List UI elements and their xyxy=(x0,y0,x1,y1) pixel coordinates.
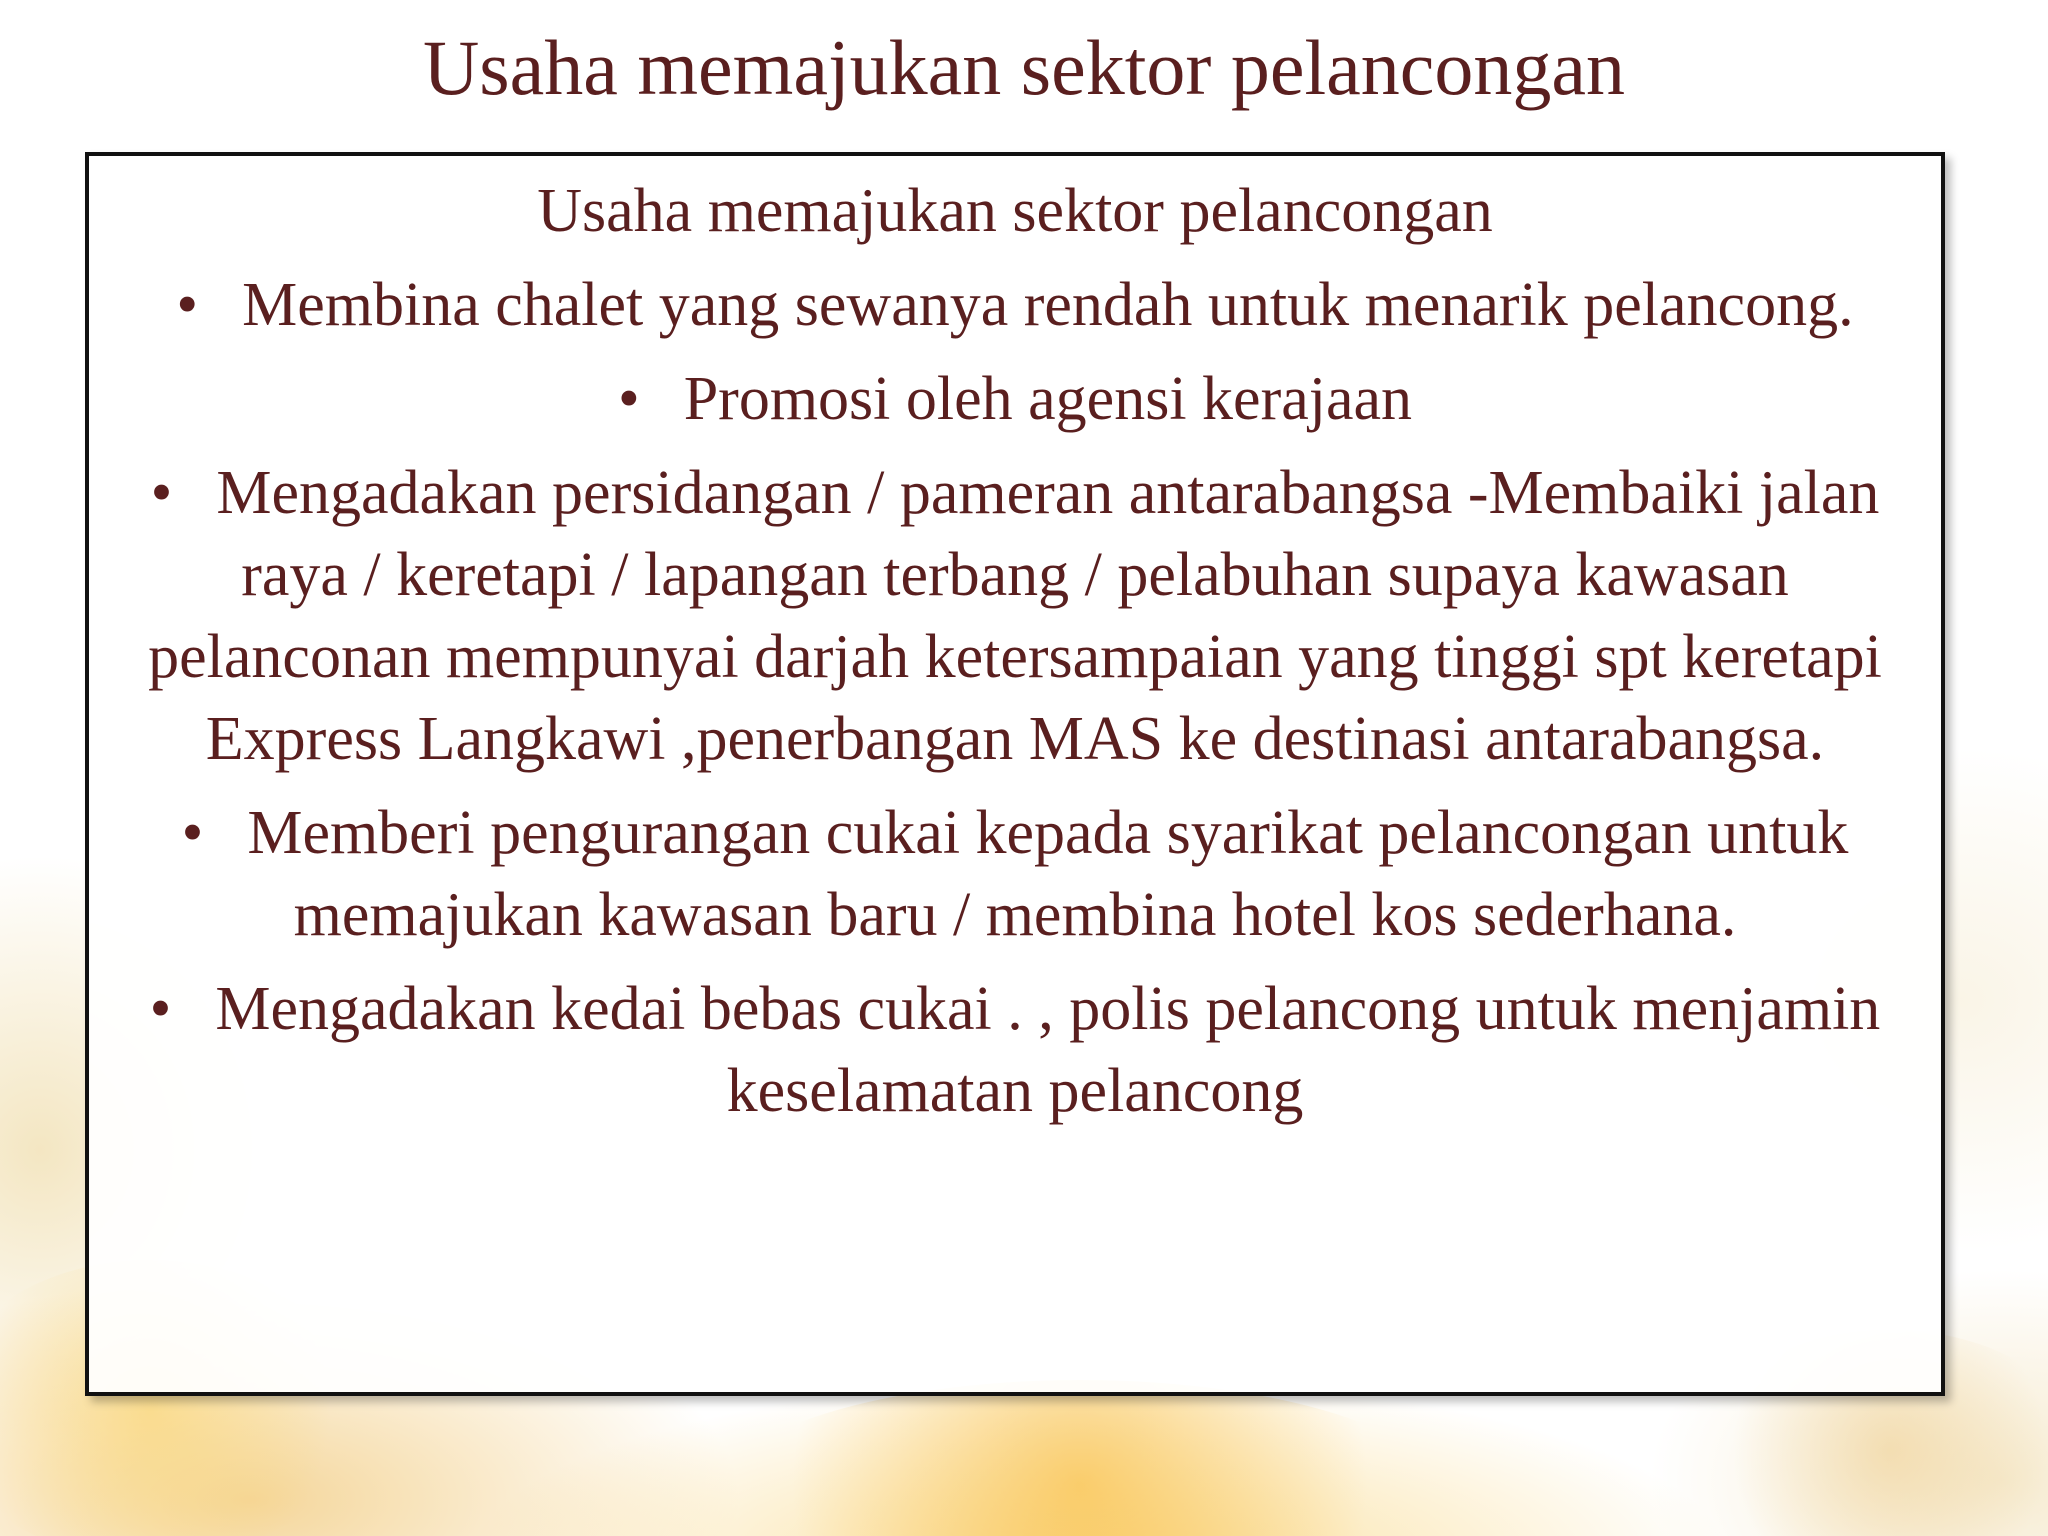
bullet-item xyxy=(109,968,1921,1132)
bullet-marker: • xyxy=(150,459,173,527)
content-box xyxy=(85,152,1945,1396)
bullet-text: Membina chalet yang sewanya rendah untuk menarik pelancong. xyxy=(242,271,1854,339)
bullet-marker: • xyxy=(617,365,640,433)
flower-petal-decoration xyxy=(700,1380,1460,1536)
box-heading: Usaha memajukan sektor pelancongan xyxy=(537,177,1493,245)
bullet-marker: • xyxy=(149,975,172,1043)
bullet-text: Promosi oleh agensi kerajaan xyxy=(683,365,1412,433)
bullet-text: Memberi pengurangan cukai kepada syarikat pelancongan untuk memajukan kawasan baru / membina hotel kos sederhana. xyxy=(247,799,1849,949)
bullet-text: Mengadakan kedai bebas cukai . , polis pelancong untuk menjamin keselamatan pelancong xyxy=(215,975,1881,1125)
bullet-item xyxy=(109,792,1921,956)
bullet-text: Mengadakan persidangan / pameran antarabangsa -Membaiki jalan raya / keretapi / lapangan terbang / pelabuhan supaya kawasan pelanconan mempunyai darjah ketersampaian yang tinggi spt keretapi Express Langkawi ,penerbangan MAS ke destinasi antarabangsa. xyxy=(148,459,1882,773)
page-title: Usaha memajukan sektor pelancongan xyxy=(422,24,1626,111)
bullet-item xyxy=(109,358,1921,440)
bullet-marker: • xyxy=(181,799,204,867)
bullet-item xyxy=(109,264,1921,346)
bullet-marker: • xyxy=(176,271,199,339)
bullet-item xyxy=(109,452,1921,780)
